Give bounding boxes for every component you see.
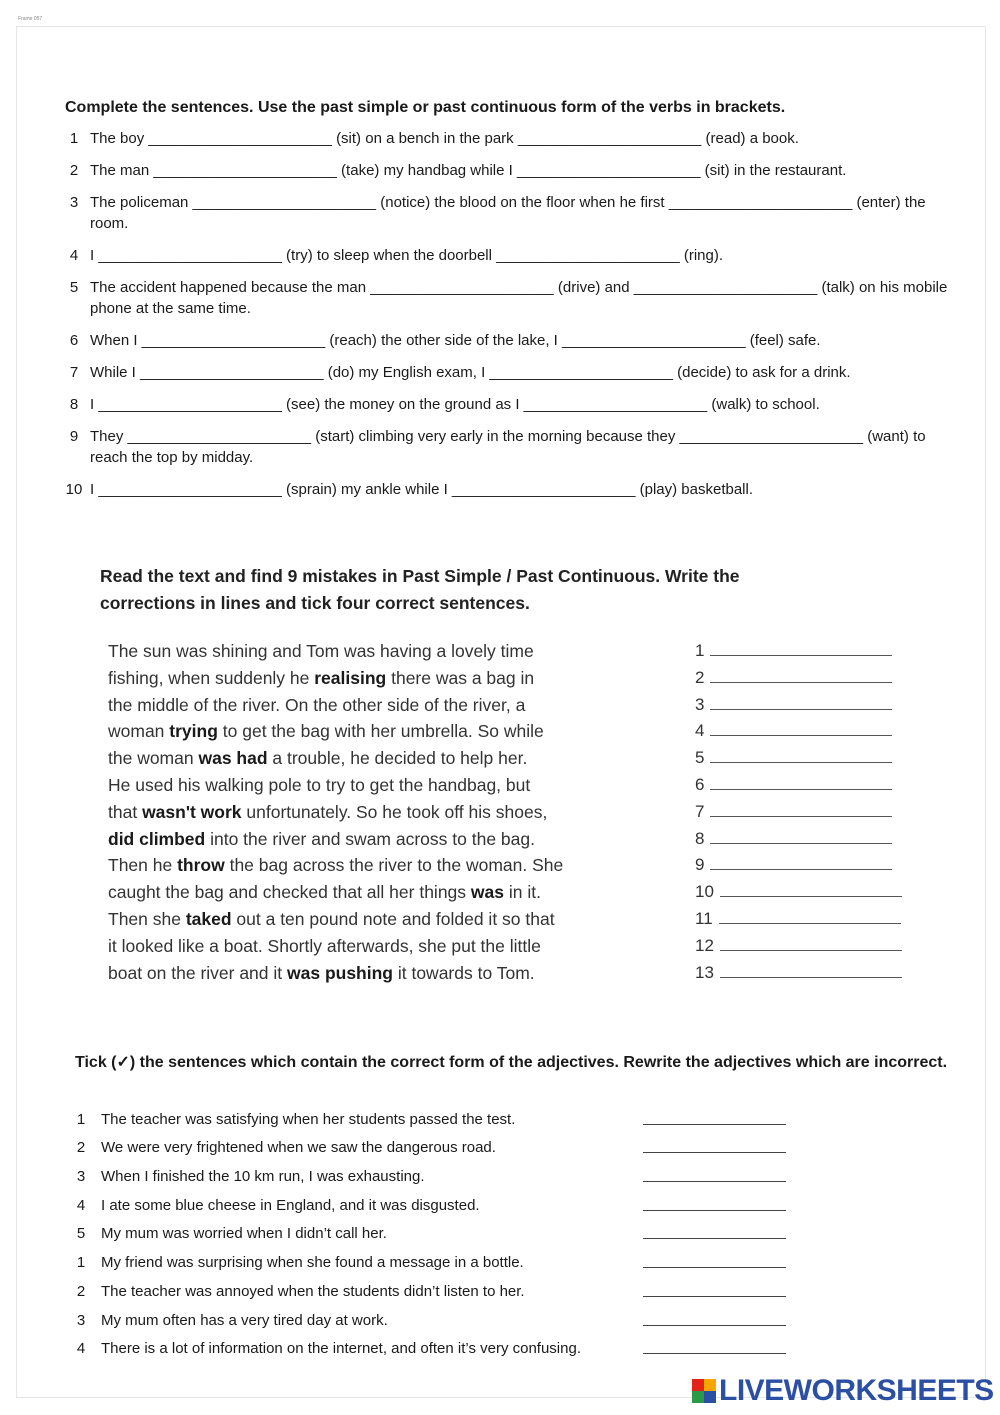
exercise1-item	[58, 362, 948, 383]
exercise3-item	[70, 1242, 790, 1271]
correction-number: 12	[695, 935, 714, 955]
correction-input-line[interactable]	[719, 909, 901, 924]
correction-row	[695, 638, 915, 665]
liveworksheets-logo-text: LIVEWORKSHEETS	[719, 1374, 994, 1407]
item-text: The policeman ______________________ (notice) the blood on the floor when he first ______________________ (enter) the room.	[90, 194, 926, 232]
story-text-segment: a trouble, he decided to help her.	[267, 748, 528, 769]
story-mistake-word: was pushing	[287, 962, 393, 983]
story-text-segment: to get the bag with her umbrella. So while	[217, 721, 544, 742]
exercise3-item	[70, 1329, 790, 1358]
story-text-segment: Then she	[108, 908, 186, 929]
item-number: 6	[69, 332, 79, 349]
story-text-segment: caught the bag and checked that all her things	[108, 882, 471, 903]
story-line	[108, 799, 668, 826]
story-text-segment: the middle of the river. On the other side of the river, a	[108, 694, 526, 715]
correction-input-line[interactable]	[710, 668, 892, 683]
story-mistake-word: wasn't work	[142, 801, 242, 822]
correction-row	[695, 879, 915, 906]
correction-row	[695, 718, 915, 745]
logo-square	[704, 1391, 716, 1403]
correction-row	[695, 772, 915, 799]
story-line	[108, 826, 668, 853]
item-number: 2	[76, 1139, 86, 1157]
correction-number: 5	[695, 748, 705, 768]
item-text: My mum was worried when I didn’t call her.	[101, 1225, 387, 1243]
logo-square	[692, 1391, 704, 1403]
item-text: I ______________________ (sprain) my ankle while I ______________________ (play) basketball.	[90, 481, 754, 498]
exercise3-item	[70, 1128, 790, 1157]
answer-input-line[interactable]	[643, 1151, 786, 1153]
answer-input-line[interactable]	[643, 1352, 786, 1354]
correction-number: 13	[695, 962, 714, 982]
story-line	[108, 692, 668, 719]
exercise1-item	[58, 245, 948, 266]
exercise1-item	[58, 160, 948, 181]
exercise1-heading: Complete the sentences. Use the past simple or past continuous form of the verbs in brackets.	[65, 99, 786, 116]
story-text-segment: fishing, when suddenly he	[108, 667, 315, 688]
correction-number: 4	[695, 721, 705, 741]
item-text: When I ______________________ (reach) the other side of the lake, I ______________________ (feel) safe.	[90, 332, 821, 349]
item-number: 10	[65, 481, 83, 498]
item-number: 2	[69, 162, 79, 179]
item-number: 4	[69, 247, 79, 264]
item-text: There is a lot of information on the internet, and often it’s very confusing.	[101, 1340, 581, 1358]
exercise3-item	[70, 1156, 790, 1185]
item-text: My friend was surprising when she found a message in a bottle.	[101, 1254, 524, 1272]
exercise3-item	[70, 1271, 790, 1300]
item-number: 1	[69, 130, 79, 147]
item-text: I ______________________ (try) to sleep when the doorbell ______________________ (ring).	[90, 247, 724, 264]
correction-number: 1	[695, 641, 705, 660]
story-text-segment: it looked like a boat. Shortly afterwards, she put the little	[108, 935, 541, 956]
answer-input-line[interactable]	[643, 1209, 786, 1211]
story-text-segment: in it.	[503, 882, 541, 903]
item-number: 2	[76, 1282, 86, 1300]
exercise2-heading-line1: Read the text and find 9 mistakes in Past Simple / Past Continuous. Write the	[100, 566, 740, 586]
story-text-segment: Then he	[108, 855, 178, 876]
correction-number: 2	[695, 667, 705, 687]
exercise3-item	[70, 1214, 790, 1243]
story-mistake-word: was had	[198, 748, 268, 769]
story-mistake-word: throw	[177, 855, 225, 876]
story-line	[108, 960, 668, 987]
exercise3-item	[70, 1185, 790, 1214]
story-line	[108, 933, 668, 960]
correction-row	[695, 852, 915, 879]
story-text-segment: into the river and swam across to the bag.	[205, 828, 535, 849]
item-number: 3	[76, 1311, 86, 1329]
correction-row	[695, 665, 915, 692]
item-text: The boy ______________________ (sit) on a bench in the park ______________________ (read) a book.	[90, 130, 799, 147]
exercise1-list	[58, 128, 948, 511]
correction-number: 9	[695, 855, 705, 875]
item-number: 1	[76, 1254, 86, 1272]
answer-input-line[interactable]	[643, 1180, 786, 1182]
correction-row	[695, 799, 915, 826]
frame-label: Frame 057	[18, 16, 43, 22]
exercise3-heading: Tick (✓) the sentences which contain the correct form of the adjectives. Rewrite the adjectives which are incorrect.	[75, 1054, 948, 1071]
item-text: The teacher was satisfying when her students passed the test.	[101, 1110, 516, 1128]
exercise1-item	[58, 277, 948, 319]
story-text-segment: that	[108, 801, 143, 822]
correction-row	[695, 906, 915, 933]
exercise2-answer-lines	[695, 638, 915, 986]
item-text: I ate some blue cheese in England, and it was disgusted.	[101, 1196, 480, 1214]
item-number: 9	[69, 428, 79, 445]
exercise1-item	[58, 479, 948, 500]
correction-input-line[interactable]	[710, 748, 892, 763]
exercise3-list	[70, 1099, 790, 1357]
story-line	[108, 772, 668, 799]
correction-input-line[interactable]	[710, 695, 892, 710]
logo-square	[704, 1379, 716, 1391]
story-text-segment: woman	[108, 721, 170, 742]
story-text-segment: the bag across the river to the woman. She	[224, 855, 564, 876]
item-text: We were very frightened when we saw the dangerous road.	[101, 1139, 496, 1157]
correction-row	[695, 933, 915, 960]
story-mistake-word: trying	[169, 721, 218, 742]
exercise1-item	[58, 330, 948, 351]
exercise1-item	[58, 394, 948, 415]
correction-number: 6	[695, 774, 705, 794]
item-number: 7	[69, 364, 79, 381]
correction-input-line[interactable]	[710, 802, 892, 817]
item-number: 4	[76, 1196, 86, 1214]
item-number: 5	[76, 1225, 86, 1243]
correction-input-line[interactable]	[720, 936, 902, 951]
answer-input-line[interactable]	[643, 1324, 786, 1326]
exercise1-item	[58, 192, 948, 234]
story-text-segment: out a ten pound note and folded it so that	[231, 908, 555, 929]
exercise2-story-text	[108, 638, 668, 986]
correction-row	[695, 826, 915, 853]
logo-square	[692, 1379, 704, 1391]
story-text-segment: The sun was shining and Tom was having a lovely time	[108, 641, 534, 661]
item-text: I ______________________ (see) the money on the ground as I ______________________ (walk) to school.	[90, 396, 820, 413]
story-mistake-word: did climbed	[108, 828, 206, 849]
story-mistake-word: was	[470, 882, 504, 903]
correction-row	[695, 745, 915, 772]
item-text: While I ______________________ (do) my English exam, I ______________________ (decide) to ask for a drink.	[90, 364, 851, 381]
item-text: They ______________________ (start) climbing very early in the morning because they ______________________ (want) to reach the top by midday.	[90, 428, 926, 466]
story-text-segment: boat on the river and it	[108, 962, 287, 983]
item-text: When I finished the 10 km run, I was exhausting.	[101, 1168, 425, 1186]
item-number: 3	[69, 194, 79, 211]
correction-input-line[interactable]	[720, 882, 902, 897]
item-number: 5	[69, 279, 79, 296]
story-mistake-word: taked	[185, 908, 232, 929]
story-text-segment: the woman	[108, 748, 199, 769]
correction-input-line[interactable]	[710, 775, 892, 790]
answer-input-line[interactable]	[643, 1123, 786, 1125]
item-text: The teacher was annoyed when the students didn’t listen to her.	[101, 1282, 525, 1300]
exercise3-item	[70, 1300, 790, 1329]
correction-number: 8	[695, 828, 705, 848]
answer-input-line[interactable]	[643, 1295, 786, 1297]
exercise1-item	[58, 128, 948, 149]
item-text: The man ______________________ (take) my handbag while I ______________________ (sit) in the restaurant.	[90, 162, 847, 179]
story-line	[108, 745, 668, 772]
answer-input-line[interactable]	[643, 1237, 786, 1239]
correction-number: 7	[695, 801, 705, 821]
story-line	[108, 718, 668, 745]
story-text-segment: it towards to Tom.	[392, 962, 535, 983]
item-number: 4	[76, 1340, 86, 1358]
correction-row	[695, 692, 915, 719]
story-text-segment: there was a bag in	[386, 667, 535, 688]
correction-number: 10	[695, 882, 714, 902]
correction-number: 11	[695, 908, 713, 928]
correction-input-line[interactable]	[710, 855, 892, 870]
correction-input-line[interactable]	[710, 829, 892, 844]
story-line	[108, 665, 668, 692]
story-line	[108, 852, 668, 879]
item-text: My mum often has a very tired day at work.	[101, 1311, 388, 1329]
correction-input-line[interactable]	[710, 641, 892, 656]
correction-number: 3	[695, 694, 705, 714]
item-number: 1	[76, 1110, 86, 1128]
exercise2-heading-line2: corrections in lines and tick four correct sentences.	[100, 593, 530, 613]
liveworksheets-logo-icon	[692, 1379, 716, 1403]
story-line	[108, 879, 668, 906]
liveworksheets-logo	[692, 1374, 994, 1408]
item-text: The accident happened because the man ______________________ (drive) and ______________________ (talk) on his mobile phone at the same time.	[90, 279, 948, 317]
story-line	[108, 638, 668, 665]
item-number: 3	[76, 1168, 86, 1186]
correction-input-line[interactable]	[710, 721, 892, 736]
story-text-segment: unfortunately. So he took off his shoes,	[241, 801, 548, 822]
correction-row	[695, 960, 915, 987]
story-text-segment: He used his walking pole to try to get the handbag, but	[108, 774, 531, 795]
story-line	[108, 906, 668, 933]
correction-input-line[interactable]	[720, 963, 902, 978]
exercise1-item	[58, 426, 948, 468]
story-mistake-word: realising	[314, 667, 387, 688]
answer-input-line[interactable]	[643, 1266, 786, 1268]
exercise2-heading	[100, 563, 860, 617]
item-number: 8	[69, 396, 79, 413]
exercise3-item	[70, 1099, 790, 1128]
